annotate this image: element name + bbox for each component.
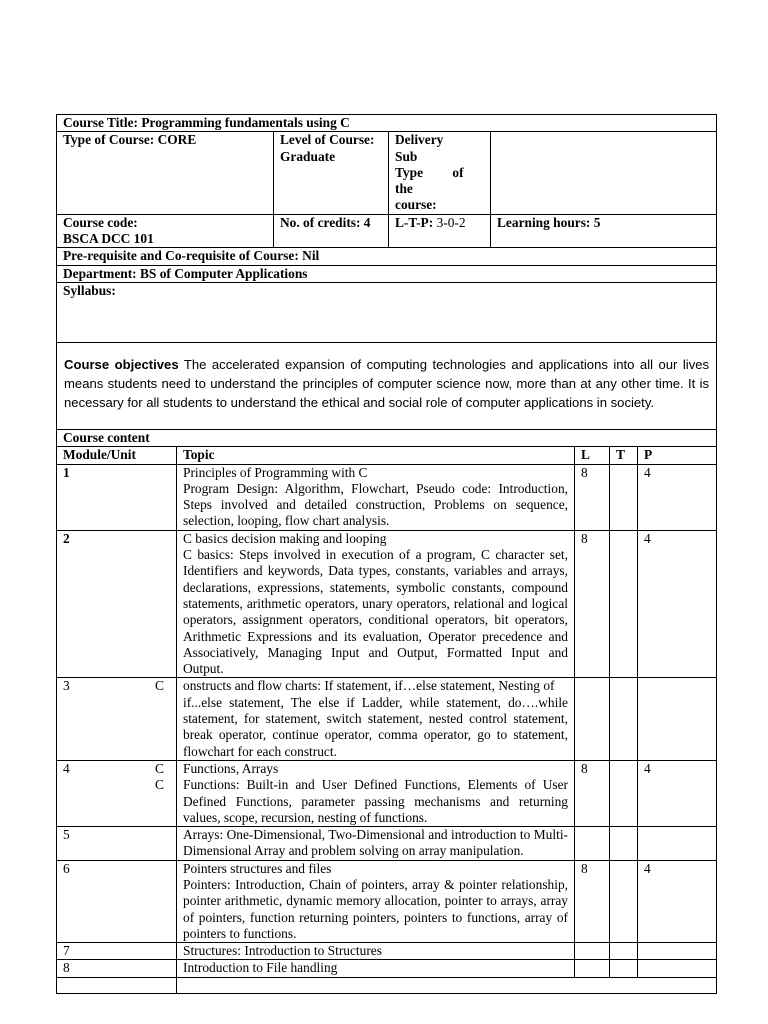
content-row	[57, 429, 717, 446]
module-body: C basics: Steps involved in execution of a program, C character set, Identifiers and keywords, Data types, constants, variables and arrays, declarations, expressions, statements, symbolic constants, compound statements, arithmetic operators, unary operators, relational and logical operators, assignment operators, conditional operators, bit operators, Arithmetic Expressions and its evaluation, Operator precedence and Associatively, Managing Input and Output, Formatted Input and Output.	[183, 547, 568, 677]
content-header-row	[57, 447, 717, 464]
course-code	[57, 214, 274, 248]
course-document	[56, 114, 716, 994]
module-title: Pointers structures and files	[183, 860, 332, 876]
module-body: Functions: Built-in and User Defined Functions, Elements of User Defined Functions, parameter passing mechanisms and returning values, scope, recursion, nesting of functions.	[183, 777, 568, 825]
module-topic	[177, 960, 575, 977]
module-unit: 5	[57, 827, 177, 861]
empty-row	[57, 977, 717, 993]
code-label: Course code:	[63, 214, 138, 230]
course-level	[274, 132, 389, 214]
course-type-row	[57, 132, 717, 214]
empty-cell	[57, 977, 177, 993]
table-row	[57, 943, 717, 960]
module-t	[610, 464, 638, 530]
module-t	[610, 827, 638, 861]
course-type: Type of Course: CORE	[57, 132, 274, 214]
ltp-value: 3-0-2	[436, 214, 466, 230]
objectives-row	[57, 342, 717, 429]
table-row	[57, 530, 717, 678]
module-t	[610, 530, 638, 678]
module-unit: 6	[57, 860, 177, 942]
course-objectives	[57, 342, 717, 429]
module-c-mark: C	[155, 760, 164, 776]
module-title: Introduction to File handling	[183, 960, 338, 976]
course-code-row	[57, 214, 717, 248]
course-content-label: Course content	[57, 429, 717, 446]
delivery-line-3: course:	[395, 197, 437, 213]
prereq: Pre-requisite and Co-requisite of Course: Nil	[57, 248, 717, 265]
module-body: if...else statement, The else if Ladder, while statement, do….while statement, for statement, switch statement, nested control statement, break operator, continue operator, comma operator, go to statement, flowchart for each construct.	[183, 694, 568, 759]
module-title: Functions, Arrays	[183, 760, 279, 776]
module-unit: 1	[57, 464, 177, 530]
module-unit: 7	[57, 943, 177, 960]
module-unit: 2	[57, 530, 177, 678]
syllabus-label: Syllabus:	[57, 282, 717, 342]
module-unit: 3	[57, 678, 177, 760]
module-c-mark-2: C	[155, 776, 164, 792]
course-credits: No. of credits: 4	[274, 214, 389, 248]
module-title: onstructs and flow charts: If statement, if…else statement, Nesting of	[183, 678, 555, 694]
table-row	[57, 464, 717, 530]
ltp-label: L-T-P:	[395, 214, 434, 230]
code-value: BSCA DCC 101	[63, 231, 154, 247]
module-l	[575, 960, 610, 977]
level-value: Graduate	[280, 148, 336, 164]
module-topic	[155, 678, 575, 760]
module-topic	[177, 943, 575, 960]
syllabus-row	[57, 282, 717, 342]
module-topic	[177, 860, 575, 942]
module-topic	[155, 760, 575, 826]
header-topic: Topic	[177, 447, 575, 464]
module-p: 4	[638, 760, 717, 826]
module-l: 8	[575, 760, 610, 826]
prereq-row	[57, 248, 717, 265]
course-ltp	[389, 214, 491, 248]
module-t	[610, 860, 638, 942]
objectives-text: The accelerated expansion of computing technologies and applications into all our lives means students need to understand the principles of computer science now, more than at any other time. It is necessary for all students to understand the ethical and social role of computer applications in society.	[64, 356, 710, 410]
module-p: 4	[638, 860, 717, 942]
module-l: 8	[575, 464, 610, 530]
header-module: Module/Unit	[57, 447, 177, 464]
learning-hours: Learning hours: 5	[491, 214, 717, 248]
module-l	[575, 678, 610, 760]
module-p	[638, 960, 717, 977]
module-t	[610, 760, 638, 826]
module-p: 4	[638, 530, 717, 678]
module-title: Principles of Programming with C	[183, 464, 368, 480]
department-row	[57, 265, 717, 282]
module-l	[575, 943, 610, 960]
delivery-type	[389, 132, 491, 214]
module-body: Pointers: Introduction, Chain of pointers, array & pointer relationship, pointer arithmetic, dynamic memory allocation, pointer to arrays, array of pointers, function returning pointers, pointers to functions, array of pointers to functions.	[183, 876, 568, 941]
module-l: 8	[575, 860, 610, 942]
module-title: C basics decision making and looping	[183, 530, 387, 546]
module-title: Structures: Introduction to Structures	[183, 943, 382, 959]
course-title-row	[57, 115, 717, 132]
module-unit: 4	[57, 760, 177, 826]
table-row	[57, 760, 717, 826]
header-t: T	[610, 447, 638, 464]
empty-cell	[177, 977, 717, 993]
module-t	[610, 960, 638, 977]
module-topic	[177, 827, 575, 861]
module-p	[638, 678, 717, 760]
course-title: Course Title: Programming fundamentals using C	[57, 115, 717, 132]
level-label: Level of Course:	[280, 132, 375, 148]
objectives-label: Course objectives	[64, 356, 179, 372]
course-table	[56, 114, 717, 994]
header-p: P	[638, 447, 717, 464]
module-p	[638, 943, 717, 960]
module-unit: 8	[57, 960, 177, 977]
module-p: 4	[638, 464, 717, 530]
module-t	[610, 678, 638, 760]
delivery-value	[491, 132, 717, 214]
delivery-line-1: Delivery Sub	[395, 132, 444, 164]
delivery-line-2: Type of the	[395, 164, 464, 197]
module-topic	[177, 530, 575, 678]
module-p	[638, 827, 717, 861]
module-body: Program Design: Algorithm, Flowchart, Pseudo code: Introduction, Steps involved and detailed construction, Problems on sequence, selection, looping, flow chart analysis.	[183, 480, 568, 529]
department: Department: BS of Computer Applications	[57, 265, 717, 282]
table-row	[57, 860, 717, 942]
module-c-mark: C	[155, 678, 164, 694]
module-topic	[177, 464, 575, 530]
module-title: Arrays: One-Dimensional, Two-Dimensional and introduction to Multi-Dimensional Array and problem solving on array manipulation.	[183, 827, 568, 859]
table-row	[57, 827, 717, 861]
table-row	[57, 960, 717, 977]
header-l: L	[575, 447, 610, 464]
module-l	[575, 827, 610, 861]
module-l: 8	[575, 530, 610, 678]
table-row	[57, 678, 717, 760]
module-t	[610, 943, 638, 960]
